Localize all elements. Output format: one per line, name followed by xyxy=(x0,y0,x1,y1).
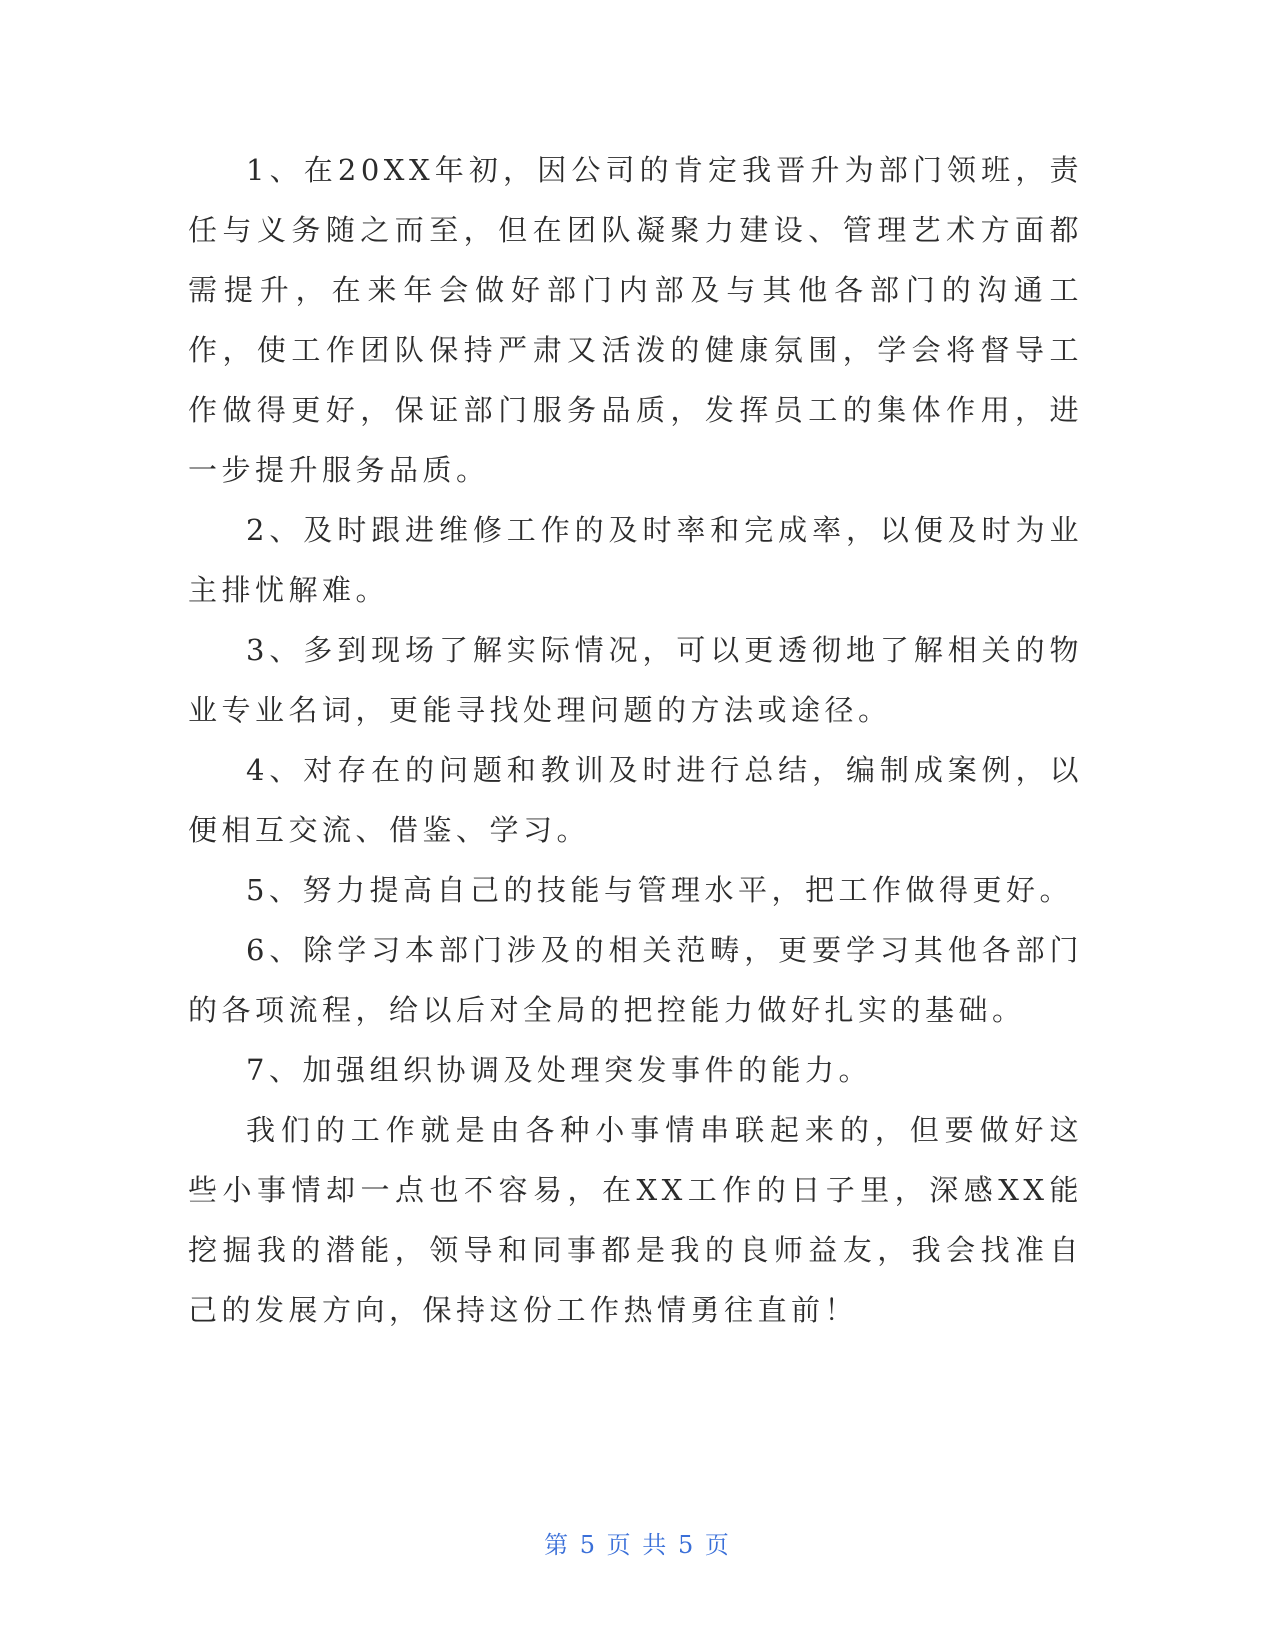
paragraph-conclusion: 我们的工作就是由各种小事情串联起来的，但要做好这些小事情却一点也不容易，在XX工作的日子里，深感XX能挖掘我的潜能，领导和同事都是我的良师益友，我会找准自己的发展方向，保持这份工作热情勇往直前！ xyxy=(188,1113,1083,1327)
paragraph-item-2: 2、及时跟进维修工作的及时率和完成率，以便及时为业主排忧解难。 xyxy=(188,513,1083,607)
page-number-footer xyxy=(0,1525,1275,1560)
paragraph-item-1: 1、在20XX年初，因公司的肯定我晋升为部门领班，责任与义务随之而至，但在团队凝聚力建设、管理艺术方面都需提升，在来年会做好部门内部及与其他各部门的沟通工作，使工作团队保持严肃又活泼的健康氛围，学会将督导工作做得更好，保证部门服务品质，发挥员工的集体作用，进一步提升服务品质。 xyxy=(188,153,1083,487)
document-body xyxy=(188,140,1083,1340)
paragraph-item-4: 4、对存在的问题和教训及时进行总结，编制成案例，以便相互交流、借鉴、学习。 xyxy=(188,753,1083,847)
page-number-label: 第 5 页 共 5 页 xyxy=(544,1531,731,1559)
paragraph-item-3: 3、多到现场了解实际情况，可以更透彻地了解相关的物业专业名词，更能寻找处理问题的方法或途径。 xyxy=(188,633,1083,727)
paragraph-item-6: 6、除学习本部门涉及的相关范畴，更要学习其他各部门的各项流程，给以后对全局的把控能力做好扎实的基础。 xyxy=(188,933,1083,1027)
paragraph-item-5: 5、努力提高自己的技能与管理水平，把工作做得更好。 xyxy=(246,873,1073,907)
paragraph-item-7: 7、加强组织协调及处理突发事件的能力。 xyxy=(246,1053,872,1087)
